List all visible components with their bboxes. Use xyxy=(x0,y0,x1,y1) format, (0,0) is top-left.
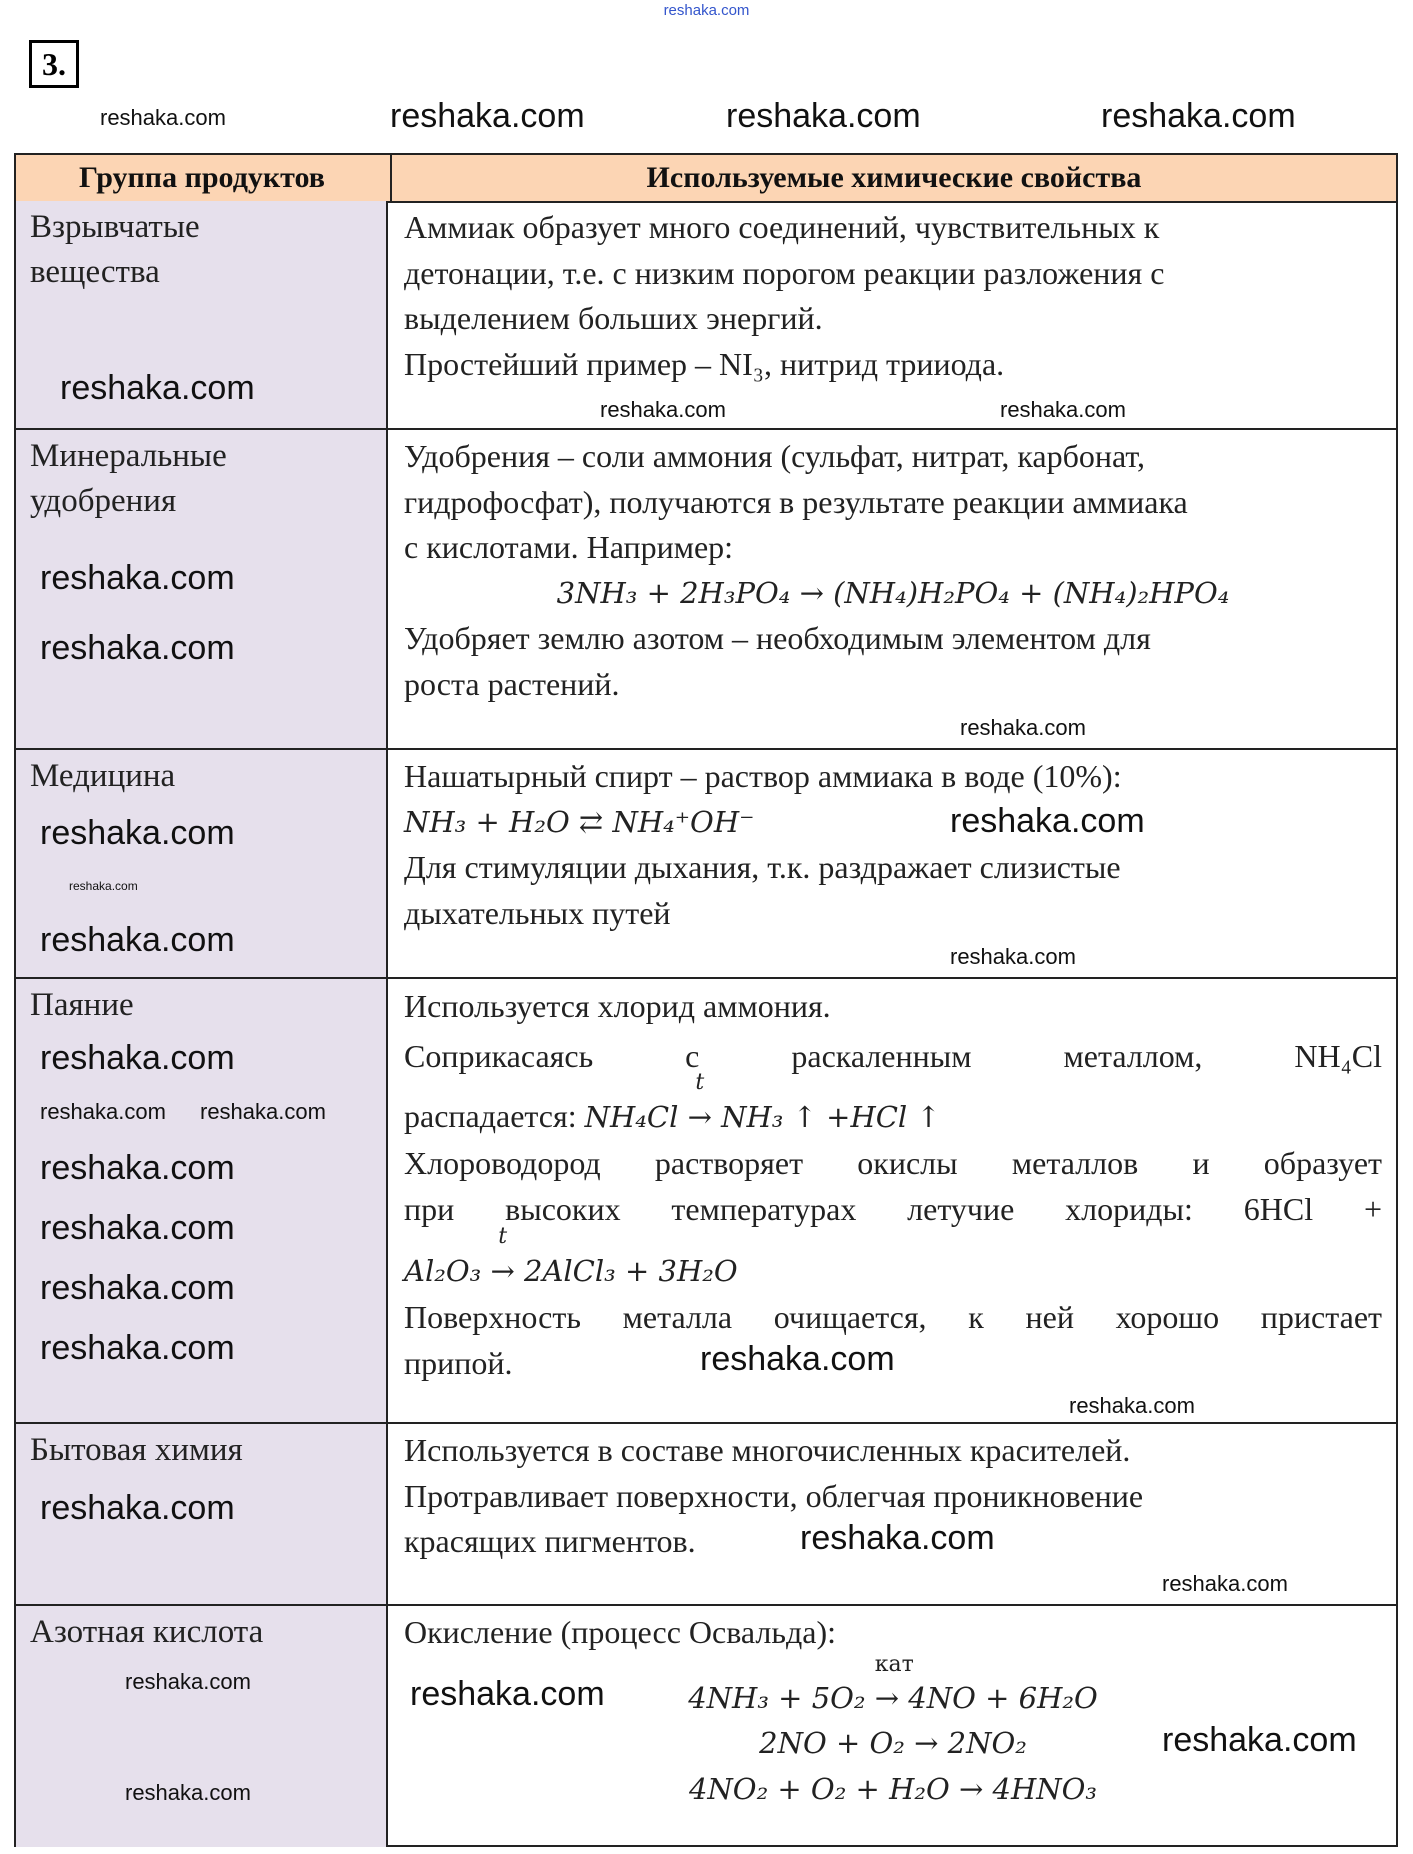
text-line: Используется хлорид аммония. xyxy=(404,988,831,1024)
text-line: при высоких температурах летучие хлориды: 6HCl + xyxy=(404,1191,1382,1227)
reaction-formula: 4NO₂ + O₂ + H₂O → 4HNO₃ xyxy=(688,1771,1098,1806)
watermark: reshaka.com xyxy=(1162,1721,1357,1759)
watermark: reshaka.com xyxy=(950,802,1145,840)
properties-cell xyxy=(390,750,1396,977)
watermark: reshaka.com xyxy=(40,629,235,667)
text-line: Протравливает поверхности, облегчая проникновение xyxy=(404,1477,1144,1514)
text: распадается: xyxy=(404,1098,585,1134)
text-line: Удобряет землю азотом – необходимым элементом для xyxy=(404,620,1151,656)
watermark: reshaka.com xyxy=(390,97,585,135)
watermark: reshaka.com xyxy=(40,1209,235,1247)
watermark: reshaka.com xyxy=(125,1669,251,1694)
watermark: reshaka.com xyxy=(1162,1571,1288,1596)
watermark: reshaka.com xyxy=(60,369,255,407)
group-label: удобрения xyxy=(30,483,177,519)
watermark: reshaka.com xyxy=(800,1519,995,1557)
watermark: reshaka.com xyxy=(40,1489,235,1527)
group-label: Взрывчатые xyxy=(30,209,200,245)
text-line: Аммиак образует много соединений, чувствительных к xyxy=(404,209,1160,245)
watermark: reshaka.com xyxy=(100,105,226,130)
formula-part: NH₃ ↑ +HCl ↑ xyxy=(711,1100,941,1134)
reaction-formula: 3NH₃ + 2H₃PO₄ → (NH₄)H₂PO₄ + (NH₄)₂HPO₄ xyxy=(556,575,1230,610)
properties-cell xyxy=(390,201,1396,428)
task-number: 3. xyxy=(29,40,79,88)
reaction-arrow xyxy=(687,1070,712,1140)
formula-part: 4NO + 6H₂O xyxy=(899,1680,1098,1715)
decomposition-line xyxy=(404,1070,1382,1140)
watermark: reshaka.com xyxy=(410,1675,605,1713)
reaction-arrow xyxy=(874,1651,914,1722)
header-properties: Используемые химические свойства xyxy=(390,155,1396,201)
reaction-formula: 2NO + O₂ → 2NO₂ xyxy=(759,1726,1027,1760)
watermark: reshaka.com xyxy=(1069,1393,1195,1418)
watermark: reshaka.com xyxy=(950,944,1076,969)
text-line: Используется в составе многочисленных красителей. xyxy=(404,1432,1131,1468)
text-line: Хлороводород растворяет окислы металлов и образует xyxy=(404,1145,1382,1181)
properties-cell xyxy=(390,430,1396,748)
reaction-arrow xyxy=(490,1224,515,1294)
arrow-condition: t xyxy=(695,1070,705,1095)
table-header xyxy=(16,155,1396,203)
watermark: reshaka.com xyxy=(40,559,235,597)
watermark: reshaka.com xyxy=(1101,97,1296,135)
text-line: Удобрения – соли аммония (сульфат, нитрат, карбонат, xyxy=(404,438,1145,474)
arrow-condition: t xyxy=(498,1224,508,1249)
watermark: reshaka.com xyxy=(40,1149,235,1187)
watermark: reshaka.com xyxy=(700,1340,895,1378)
text-line: Поверхность металла очищается, к ней хорошо пристает xyxy=(404,1299,1382,1335)
reaction-formula: NH₃ + H₂O ⇄ NH₄⁺OH⁻ xyxy=(404,804,755,839)
group-label: вещества xyxy=(30,254,160,290)
group-label: Медицина xyxy=(30,758,176,794)
watermark: reshaka.com xyxy=(125,1780,251,1805)
text-line: припой. xyxy=(404,1345,513,1381)
watermark: reshaka.com xyxy=(40,1329,235,1367)
group-cell xyxy=(16,1606,388,1847)
watermark: reshaka.com xyxy=(200,1099,326,1124)
group-label: Минеральные xyxy=(30,438,227,474)
watermark: reshaka.com xyxy=(600,397,726,422)
watermark: reshaka.com xyxy=(40,814,235,852)
text-line: красящих пигментов. xyxy=(404,1523,696,1559)
text-line: гидрофосфат), получаются в результате реакции аммиака xyxy=(404,483,1188,520)
formula-part: 2AlCl₃ + 3H₂O xyxy=(514,1254,738,1288)
text-line: Нашатырный спирт – раствор аммиака в воде (10%): xyxy=(404,758,1122,794)
text-line: Для стимуляции дыхания, т.к. раздражает слизистые xyxy=(404,849,1121,885)
watermark: reshaka.com xyxy=(960,715,1086,740)
watermark: reshaka.com xyxy=(40,1269,235,1307)
text-line: Простейший пример – NI₃, нитрид трииода. xyxy=(404,345,1005,382)
watermark: reshaka.com xyxy=(40,1099,166,1124)
watermark: reshaka.com xyxy=(69,879,138,893)
formula-part: NH₄Cl xyxy=(584,1100,688,1134)
reaction-formula xyxy=(404,1224,1382,1294)
text-line: Окисление (процесс Освальда): xyxy=(404,1614,836,1650)
top-watermark: reshaka.com xyxy=(663,2,750,19)
watermark: reshaka.com xyxy=(726,97,921,135)
watermark: reshaka.com xyxy=(1000,397,1126,422)
watermark: reshaka.com xyxy=(40,921,235,959)
arrow: → xyxy=(874,1680,900,1715)
watermark: reshaka.com xyxy=(40,1039,235,1077)
formula-part: 4NH₃ + 5O₂ xyxy=(688,1680,875,1715)
text-line: выделением больших энергий. xyxy=(404,300,823,336)
header-group: Группа продуктов xyxy=(79,161,325,194)
text-line: Соприкасаясь с раскаленным металлом, NH₄Cl xyxy=(404,1038,1382,1074)
group-label: Паяние xyxy=(30,987,134,1023)
text-line: с кислотами. Например: xyxy=(404,529,734,565)
text-line: детонации, т.е. с низким порогом реакции разложения с xyxy=(404,254,1165,291)
arrow: → xyxy=(490,1254,515,1288)
text-line: дыхательных путей xyxy=(404,894,671,931)
group-label: Бытовая химия xyxy=(30,1432,243,1468)
arrow-condition: кат xyxy=(874,1651,914,1677)
group-label: Азотная кислота xyxy=(30,1614,264,1650)
text-line: роста растений. xyxy=(404,665,620,702)
arrow: → xyxy=(687,1100,712,1134)
formula-part: Al₂O₃ xyxy=(404,1254,491,1288)
